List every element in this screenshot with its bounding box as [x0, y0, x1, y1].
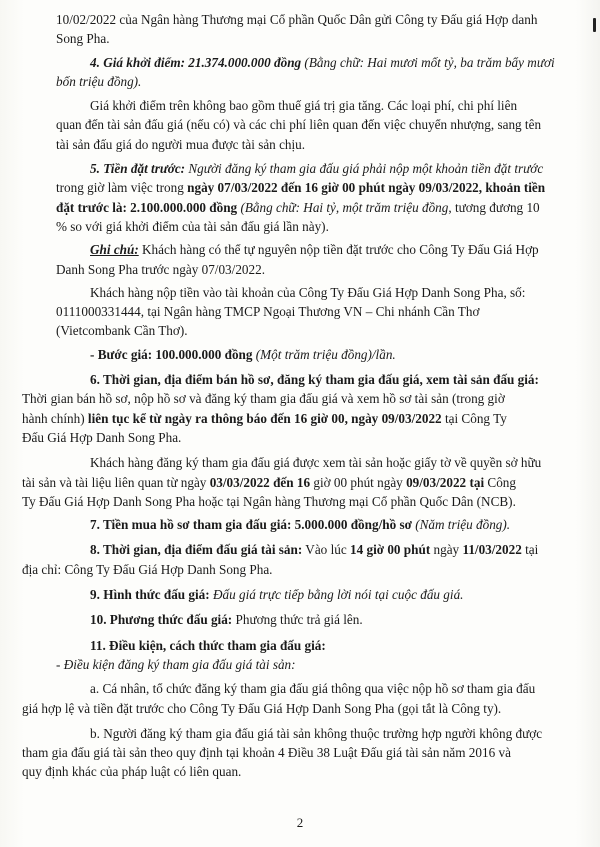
starting-price-heading: 4. Giá khởi điểm: 21.374.000.000 đồng — [90, 54, 302, 70]
paragraph-condition-b — [22, 724, 576, 782]
text-line: giờ 00 phút ngày — [310, 474, 407, 490]
section-8-heading: 8. Thời gian, địa điểm đấu giá tài sản: — [90, 542, 303, 558]
text-line: Thời gian bán hồ sơ, nộp hồ sơ và đăng ký tham gia đấu giá và xem hồ sơ tài sản (trong giờ — [22, 391, 505, 407]
text-line: bốn triệu đồng). — [56, 73, 142, 89]
page-number: 2 — [296, 815, 304, 830]
section-9-heading: 9. Hình thức đấu giá: — [90, 587, 210, 603]
paragraph-deposit — [56, 159, 576, 236]
paragraph-price-note — [56, 96, 576, 154]
section-7-heading: 7. Tiền mua hồ sơ tham gia đấu giá: 5.000.000 đồng/hồ sơ — [90, 517, 412, 533]
paragraph-viewing — [22, 453, 576, 511]
paragraph-bank-account — [56, 283, 576, 341]
bid-step: - Bước giá: 100.000.000 đồng — [90, 346, 253, 362]
text-line: (Năm triệu đồng). — [411, 517, 511, 533]
section-10-heading: 10. Phương thức đấu giá: — [90, 612, 233, 628]
text-line: (Bằng chữ: Hai tỷ, một trăm triệu đồng — [237, 199, 449, 215]
text-line: tại Công Ty — [441, 410, 507, 426]
text-line: quan đến tài sản đấu giá (nếu có) và các chi phí liên quan đến việc chuyển nhượng, sang tên — [56, 117, 542, 133]
text-line: tại — [521, 542, 539, 558]
text-line: a. Cá nhân, tổ chức đăng ký tham gia đấu giá thông qua việc nộp hồ sơ tham gia đấu — [90, 681, 536, 697]
viewing-start: 03/03/2022 đến 16 — [209, 474, 311, 490]
text-line: 10/02/2022 của Ngân hàng Thương mại Cổ phần Quốc Dân gửi Công ty Đấu giá Hợp danh — [56, 12, 538, 27]
auction-time: 14 giờ 00 phút — [349, 542, 431, 558]
paragraph-conditions — [56, 636, 576, 675]
deposit-amount: đặt trước là: 2.100.000.000 đồng — [56, 199, 238, 215]
text-line: Đấu Giá Hợp Danh Song Pha. — [22, 429, 182, 445]
text-line: % so với giá khởi điểm của tài sản đấu giá lần này). — [56, 218, 329, 234]
text-line: b. Người đăng ký tham gia đấu giá tài sản không thuộc trường hợp người không được — [90, 725, 543, 741]
auction-date: 11/03/2022 — [462, 542, 522, 558]
registration-deadline: liên tục kể từ ngày ra thông báo đến 16 giờ 00, ngày 09/03/2022 — [87, 410, 442, 426]
text-line: địa chỉ: Công Ty Đấu Giá Hợp Danh Song Pha. — [22, 561, 273, 577]
paragraph-dossier-fee — [56, 515, 576, 534]
text-line: tham gia đấu giá tài sản theo quy định tại khoản 4 Điều 38 Luật Đấu giá tài sản năm 2016 và — [22, 745, 511, 761]
text-line: Đấu giá trực tiếp bằng lời nói tại cuộc đấu giá. — [209, 587, 464, 603]
text-line: Danh Song Pha trước ngày 07/03/2022. — [56, 261, 265, 277]
paragraph-condition-a — [22, 679, 576, 718]
note-label: Ghi chú: — [90, 242, 139, 258]
paragraph-registration-time — [22, 370, 576, 447]
paragraph-starting-price — [56, 53, 576, 92]
paragraph-auction-form — [56, 585, 576, 604]
text-line: trong giờ làm việc trong — [56, 180, 188, 196]
text-line: Khách hàng đăng ký tham gia đấu giá được xem tài sản hoặc giấy tờ về quyền sở hữu — [90, 455, 542, 471]
text-line: Phương thức trả giá lên. — [232, 612, 363, 628]
text-line: tài sản và tài liệu liên quan từ ngày — [22, 474, 210, 490]
section-6-heading: 6. Thời gian, địa điểm bán hồ sơ, đăng ký tham gia đấu giá, xem tài sản đấu giá: — [90, 372, 539, 388]
paragraph-note — [56, 240, 576, 279]
paragraph-auction-time — [22, 540, 576, 579]
viewing-end: 09/03/2022 tại — [406, 474, 485, 490]
paragraph-bank-letter — [56, 10, 576, 49]
deposit-period: ngày 07/03/2022 đến 16 giờ 00 phút ngày 09/03/2022, khoản tiền — [187, 180, 546, 196]
text-line: Giá khởi điểm trên không bao gồm thuế giá trị gia tăng. Các loại phí, chi phí liên — [90, 98, 518, 114]
text-line: Vào lúc — [302, 542, 350, 558]
section-11-heading: 11. Điều kiện, cách thức tham gia đấu giá: — [90, 637, 326, 653]
text-line: Công — [484, 474, 516, 490]
document-body — [22, 10, 576, 782]
text-line: Ty Đấu Giá Hợp Danh Song Pha hoặc tại Ngân hàng Thương mại Cổ phần Quốc Dân (NCB). — [22, 493, 516, 509]
deposit-heading: 5. Tiền đặt trước: — [90, 161, 186, 177]
text-line: giá hợp lệ và tiền đặt trước cho Công Ty Đấu Giá Hợp Danh Song Pha (gọi tắt là Công ty). — [22, 700, 502, 716]
text-line: (Vietcombank Cần Thơ). — [56, 323, 188, 339]
text-line: Khách hàng có thể tự nguyên nộp tiền đặt trước cho Công Ty Đấu Giá Hợp — [138, 242, 539, 258]
paragraph-bid-step — [56, 345, 576, 364]
text-line: tài sản đấu giá do người mua được tài sản chịu. — [56, 136, 306, 152]
text-line: ngày — [430, 542, 463, 558]
text-line: quy định khác của pháp luật có liên quan. — [22, 764, 242, 780]
text-line: (Một trăm triệu đồng)/lần. — [252, 346, 396, 362]
text-line: Song Pha. — [56, 31, 110, 47]
text-line: Người đăng ký tham gia đấu giá phải nộp một khoản tiền đặt trước — [185, 161, 544, 177]
text-line: Khách hàng nộp tiền vào tài khoản của Công Ty Đấu Giá Hợp Danh Song Pha, số: — [90, 284, 526, 300]
text-line: 0111000331444, tại Ngân hàng TMCP Ngoại Thương VN – Chi nhánh Cần Thơ — [56, 304, 480, 320]
text-line: , tương đương 10 — [448, 199, 540, 215]
conditions-subheading: - Điều kiện đăng ký tham gia đấu giá tài sản: — [56, 656, 296, 672]
text-line: hành chính) — [22, 410, 88, 426]
scan-edge-mark — [593, 18, 596, 32]
paragraph-auction-method — [56, 610, 576, 629]
text-line: (Bằng chữ: Hai mươi mốt tỷ, ba trăm bẩy mươi — [301, 54, 555, 70]
